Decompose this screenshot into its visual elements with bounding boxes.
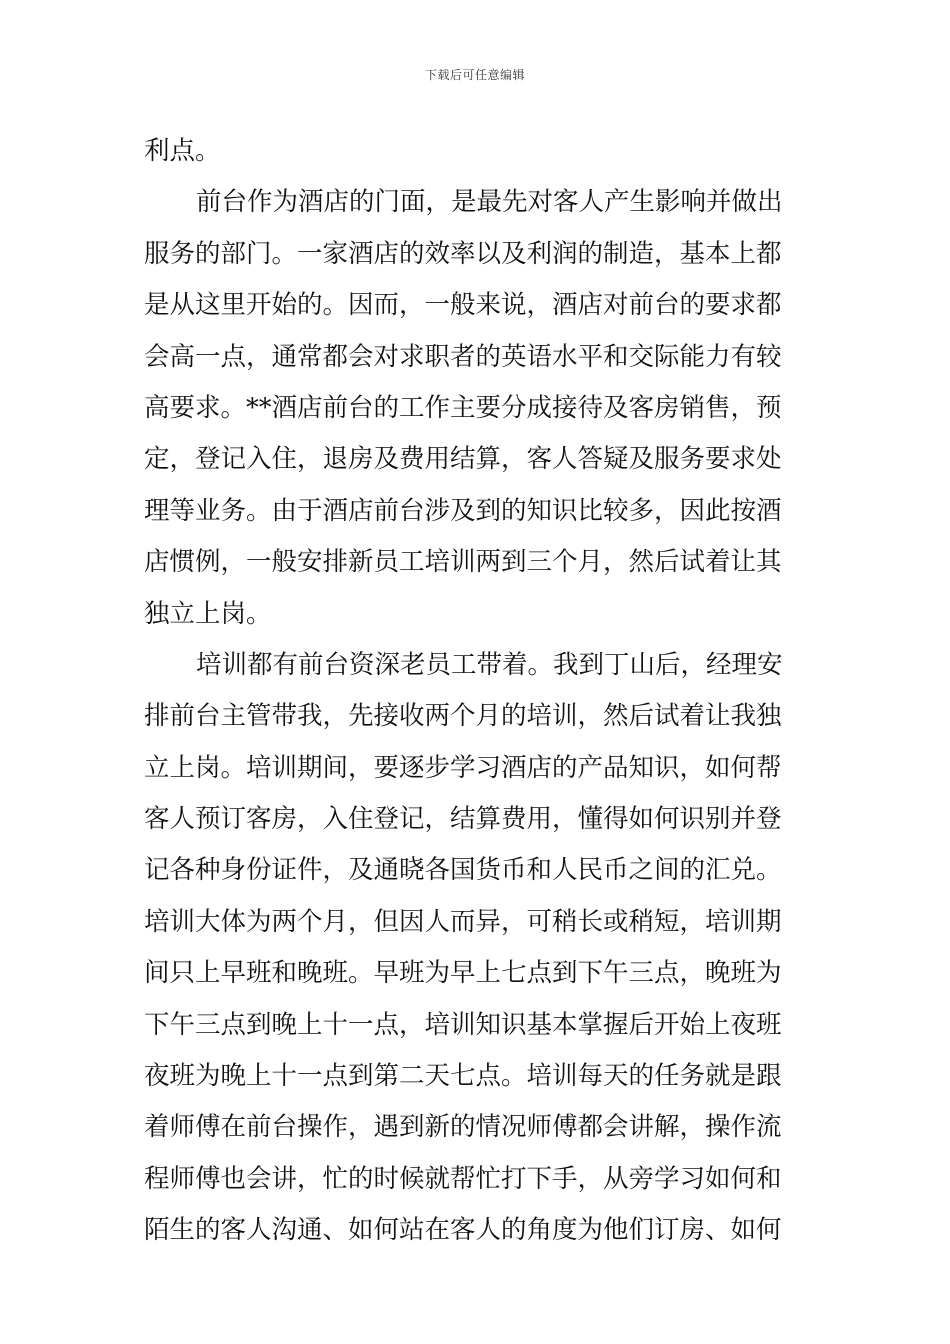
text-line: 独立上岗。 [144,598,272,629]
text-line: 定，登记入住，退房及费用结算，客人答疑及服务要求处 [144,444,782,475]
paragraph-start-line: 培训都有前台资深老员工带着。我到丁山后，经理安 [196,649,783,680]
text-line: 程师傅也会讲，忙的时候就帮忙打下手，从旁学习如何和 [144,1163,782,1194]
text-line: 培训大体为两个月，但因人而异，可稍长或稍短，培训期 [144,906,782,937]
text-line: 陌生的客人沟通、如何站在客人的角度为他们订房、如何 [144,1215,782,1246]
text-line: 理等业务。由于酒店前台涉及到的知识比较多，因此按酒 [144,495,782,526]
text-line: 客人预订客房，入住登记，结算费用，懂得如何识别并登 [144,804,782,835]
document-body [144,126,806,1257]
text-line: 是从这里开始的。因而，一般来说，酒店对前台的要求都 [144,290,782,321]
text-line: 高要求。**酒店前台的工作主要分成接待及客房销售，预 [144,392,782,423]
text-line: 利点。 [144,136,221,166]
text-line: 着师傅在前台操作，遇到新的情况师傅都会讲解，操作流 [144,1112,782,1143]
page-header-note: 下载后可任意编辑 [424,68,525,82]
text-line: 会高一点，通常都会对求职者的英语水平和交际能力有较 [144,341,782,372]
text-line: 立上岗。培训期间，要逐步学习酒店的产品知识，如何帮 [144,752,782,783]
text-line: 排前台主管带我，先接收两个月的培训，然后试着让我独 [144,701,782,732]
text-line: 夜班为晚上十一点到第二天七点。培训每天的任务就是跟 [144,1061,782,1092]
text-line: 服务的部门。一家酒店的效率以及利润的制造，基本上都 [144,238,782,269]
paragraph-start-line: 前台作为酒店的门面，是最先对客人产生影响并做出 [196,187,783,218]
text-line: 下午三点到晚上十一点，培训知识基本掌握后开始上夜班 [144,1009,782,1040]
text-line: 记各种身份证件，及通晓各国货币和人民币之间的汇兑。 [144,855,782,886]
text-line: 间只上早班和晚班。早班为早上七点到下午三点，晚班为 [144,958,782,989]
text-line: 店惯例，一般安排新员工培训两到三个月，然后试着让其 [144,547,782,578]
